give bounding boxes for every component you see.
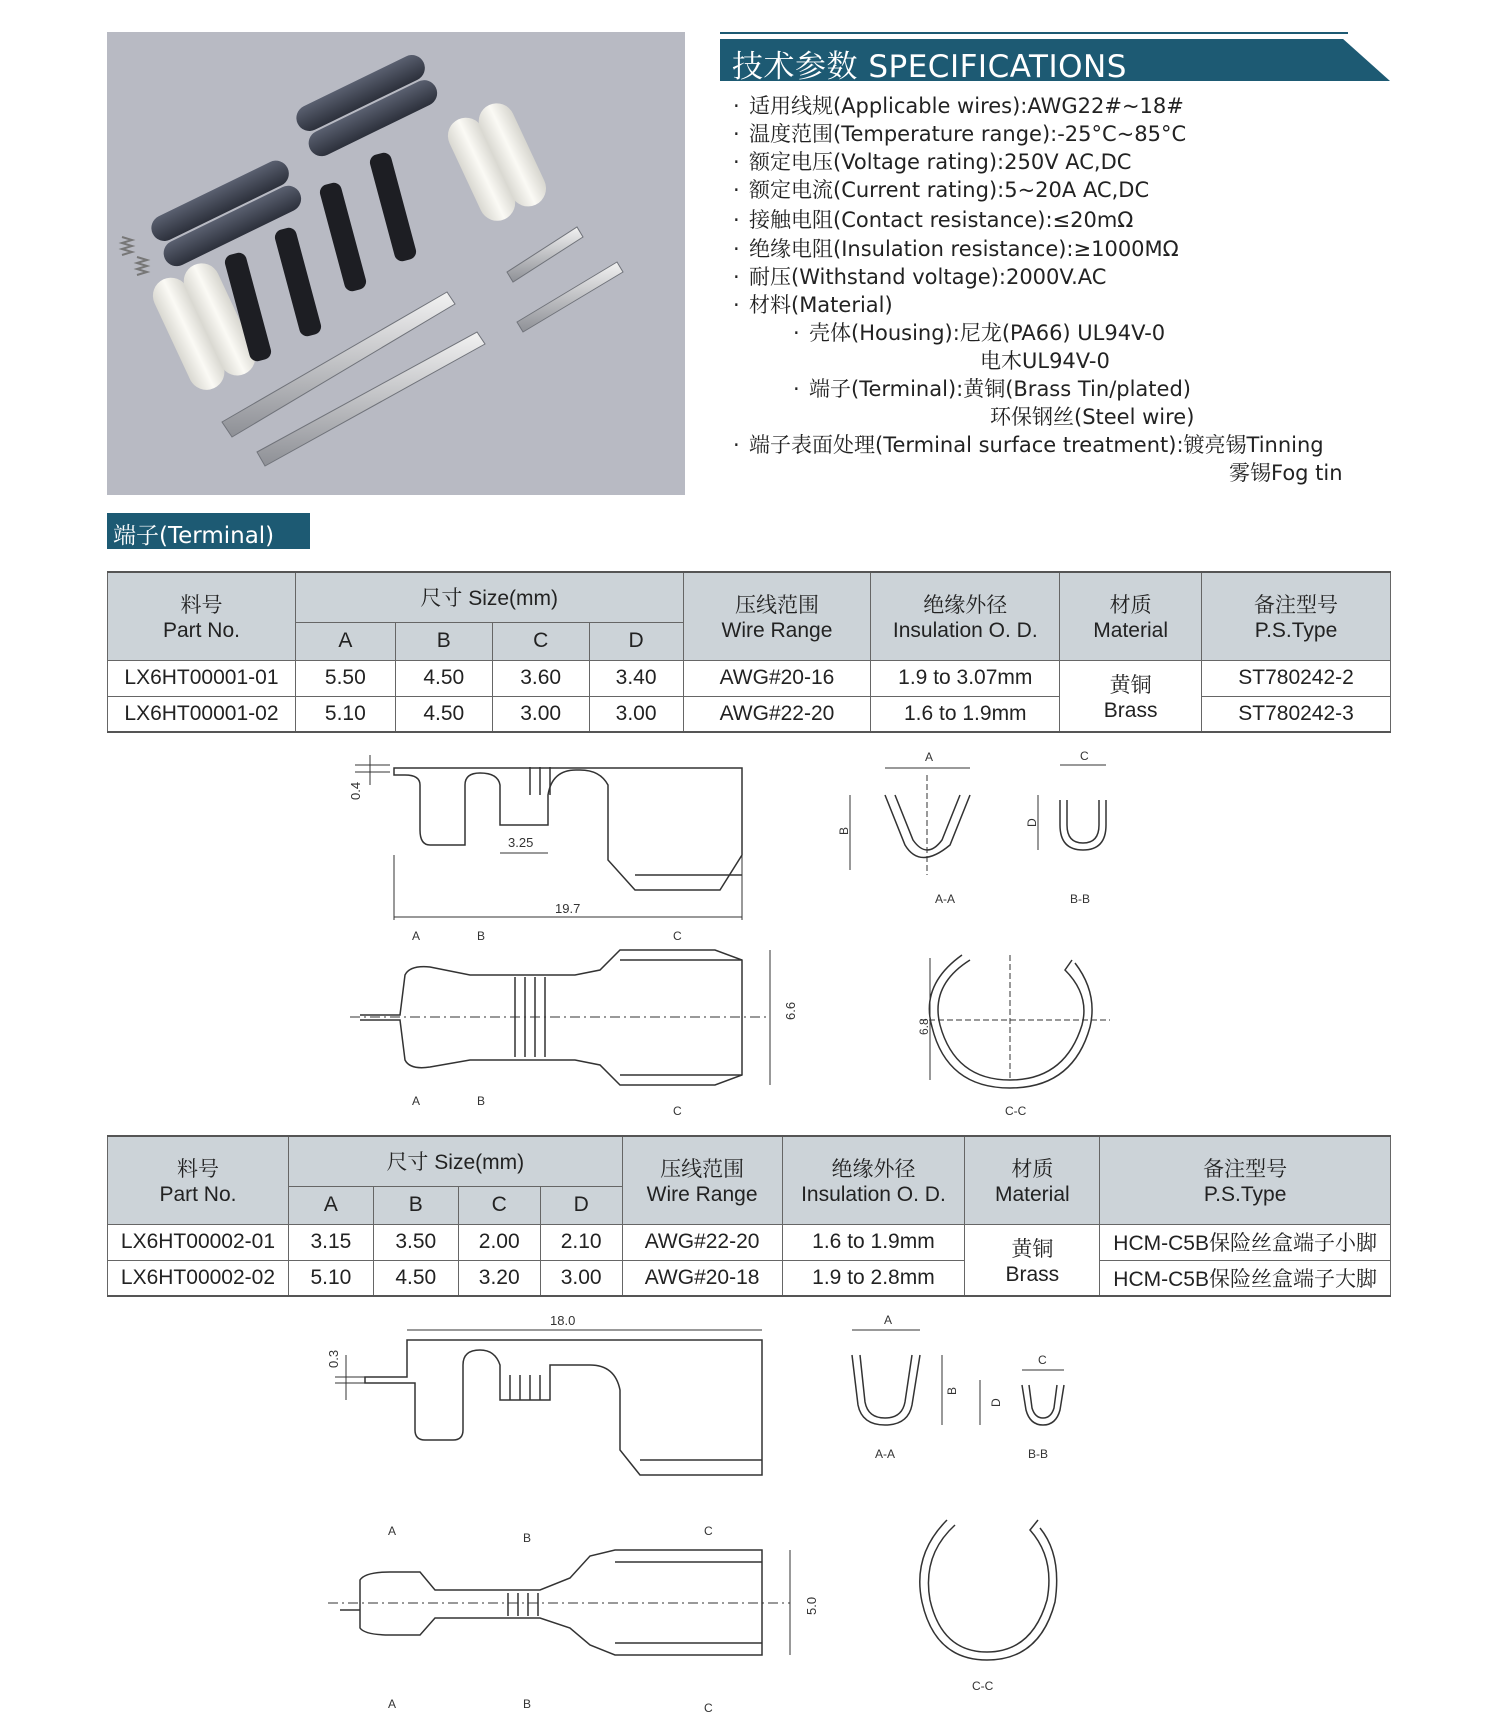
spec-item: · 接触电阻(Contact resistance):≤20mΩ bbox=[733, 208, 1134, 232]
ps-type-cell: HCM-C5B保险丝盒端子小脚 bbox=[1100, 1224, 1391, 1260]
insulation-od-cell: 1.9 to 3.07mm bbox=[871, 660, 1060, 696]
bb-caption: B-B bbox=[1070, 892, 1091, 906]
section-a-top: A bbox=[388, 1524, 397, 1538]
bb-dim-d: D bbox=[989, 1398, 1003, 1407]
size-c-cell: 3.00 bbox=[492, 696, 589, 732]
aa-dim-b: B bbox=[945, 1386, 959, 1395]
wire-range-cell: AWG#20-18 bbox=[622, 1260, 782, 1296]
ps-type-header: 备注型号 P.S.Type bbox=[1100, 1136, 1391, 1224]
cc-caption: C-C bbox=[1005, 1104, 1027, 1118]
part-no-cell: LX6HT00001-01 bbox=[108, 660, 296, 696]
wire-range-header: 压线范围 Wire Range bbox=[683, 572, 871, 660]
aa-dim-a: A bbox=[884, 1313, 893, 1327]
bb-dim-c: C bbox=[1038, 1353, 1047, 1367]
part-no-header: 料号 Part No. bbox=[108, 572, 296, 660]
material-header: 材质 Material bbox=[965, 1136, 1100, 1224]
spec-item: · 端子表面处理(Terminal surface treatment):镀亮锡Tinning bbox=[733, 433, 1324, 457]
side-view bbox=[355, 755, 742, 920]
spec-subitem: · 壳体(Housing):尼龙(PA66) UL94V-0 bbox=[793, 321, 1166, 345]
spec-subitem-continuation: 环保钢丝(Steel wire) bbox=[990, 405, 1195, 429]
section-aa-view bbox=[852, 1330, 942, 1425]
section-label: 端子(Terminal) bbox=[113, 523, 275, 549]
insulation-od-cell: 1.9 to 2.8mm bbox=[782, 1260, 965, 1296]
specifications-header bbox=[720, 32, 1390, 85]
col-b-header: B bbox=[395, 622, 492, 660]
size-b-cell: 4.50 bbox=[373, 1260, 458, 1296]
ps-type-cell: ST780242-3 bbox=[1202, 696, 1391, 732]
product-photo bbox=[107, 32, 685, 495]
length-label: 19.7 bbox=[555, 901, 581, 916]
size-b-cell: 4.50 bbox=[395, 660, 492, 696]
section-b-top: B bbox=[477, 929, 486, 943]
insulation-od-cell: 1.6 to 1.9mm bbox=[871, 696, 1060, 732]
wire-range-header: 压线范围 Wire Range bbox=[622, 1136, 782, 1224]
cc-height-label: 6.8 bbox=[917, 1018, 931, 1035]
size-d-cell: 2.10 bbox=[540, 1224, 622, 1260]
insulation-od-header: 绝缘外径 Insulation O. D. bbox=[871, 572, 1060, 660]
col-a-header: A bbox=[295, 622, 395, 660]
section-b-bottom: B bbox=[523, 1697, 532, 1711]
side-view bbox=[335, 1330, 762, 1475]
size-c-cell: 2.00 bbox=[458, 1224, 540, 1260]
section-cc-view bbox=[920, 955, 1110, 1088]
width-label: 5.0 bbox=[804, 1596, 819, 1615]
part-no-cell: LX6HT00002-02 bbox=[108, 1260, 289, 1296]
wire-range-cell: AWG#20-16 bbox=[683, 660, 871, 696]
bb-dim-c: C bbox=[1080, 749, 1089, 763]
bb-caption: B-B bbox=[1028, 1447, 1049, 1461]
section-b-top: B bbox=[523, 1531, 532, 1545]
section-c-bottom: C bbox=[704, 1701, 713, 1715]
size-b-cell: 4.50 bbox=[395, 696, 492, 732]
section-bb-view bbox=[980, 1370, 1064, 1425]
material-cell: 黄铜 Brass bbox=[965, 1224, 1100, 1296]
terminal-drawing-2 bbox=[310, 1310, 1210, 1720]
length-label: 18.0 bbox=[550, 1313, 576, 1328]
ps-type-cell: HCM-C5B保险丝盒端子大脚 bbox=[1100, 1260, 1391, 1296]
size-a-cell: 5.10 bbox=[295, 696, 395, 732]
spec-item: · 额定电压(Voltage rating):250V AC,DC bbox=[733, 150, 1132, 174]
size-a-cell: 3.15 bbox=[288, 1224, 373, 1260]
aa-caption: A-A bbox=[935, 892, 956, 906]
insulation-od-header: 绝缘外径 Insulation O. D. bbox=[782, 1136, 965, 1224]
spec-item: · 额定电流(Current rating):5~20A AC,DC bbox=[733, 178, 1150, 202]
section-cc-view bbox=[920, 1520, 1057, 1660]
cc-caption: C-C bbox=[972, 1679, 994, 1693]
size-d-cell: 3.00 bbox=[540, 1260, 622, 1296]
spec-item: · 适用线规(Applicable wires):AWG22#~18# bbox=[733, 94, 1184, 118]
material-cell: 黄铜 Brass bbox=[1060, 660, 1202, 732]
section-aa-view bbox=[850, 768, 970, 875]
aa-caption: A-A bbox=[875, 1447, 896, 1461]
size-c-cell: 3.20 bbox=[458, 1260, 540, 1296]
size-a-cell: 5.10 bbox=[288, 1260, 373, 1296]
thickness-label: 0.4 bbox=[348, 781, 363, 800]
section-c-top: C bbox=[704, 1524, 713, 1538]
spec-item: · 材料(Material) bbox=[733, 293, 893, 317]
section-a-bottom: A bbox=[412, 1094, 421, 1108]
part-no-header: 料号 Part No. bbox=[108, 1136, 289, 1224]
col-c-header: C bbox=[492, 622, 589, 660]
crimp-width-label: 3.25 bbox=[508, 835, 534, 850]
size-header: 尺寸 Size(mm) bbox=[288, 1136, 622, 1186]
wire-range-cell: AWG#22-20 bbox=[683, 696, 871, 732]
thickness-label: 0.3 bbox=[326, 1349, 341, 1368]
size-d-cell: 3.40 bbox=[589, 660, 683, 696]
bb-dim-d: D bbox=[1025, 818, 1039, 827]
table-row bbox=[108, 1260, 1391, 1296]
spec-subitem: · 端子(Terminal):黄铜(Brass Tin/plated) bbox=[793, 377, 1191, 401]
material-header: 材质 Material bbox=[1060, 572, 1202, 660]
size-b-cell: 3.50 bbox=[373, 1224, 458, 1260]
section-a-top: A bbox=[412, 929, 421, 943]
size-d-cell: 3.00 bbox=[589, 696, 683, 732]
col-a-header: A bbox=[288, 1186, 373, 1224]
spec-item-continuation: 雾锡Fog tin bbox=[1229, 461, 1343, 485]
terminal-drawing-1 bbox=[330, 745, 1230, 1125]
table-row bbox=[108, 660, 1391, 696]
size-a-cell: 5.50 bbox=[295, 660, 395, 696]
terminal-table-1 bbox=[107, 571, 1391, 733]
part-no-cell: LX6HT00001-02 bbox=[108, 696, 296, 732]
header-top-rule bbox=[720, 32, 1348, 34]
ps-type-header: 备注型号 P.S.Type bbox=[1202, 572, 1391, 660]
part-no-cell: LX6HT00002-01 bbox=[108, 1224, 289, 1260]
col-c-header: C bbox=[458, 1186, 540, 1224]
section-a-bottom: A bbox=[388, 1697, 397, 1711]
section-b-bottom: B bbox=[477, 1094, 486, 1108]
wire-range-cell: AWG#22-20 bbox=[622, 1224, 782, 1260]
size-header: 尺寸 Size(mm) bbox=[295, 572, 683, 622]
terminal-section-tag bbox=[107, 513, 310, 549]
section-c-top: C bbox=[673, 929, 682, 943]
col-b-header: B bbox=[373, 1186, 458, 1224]
aa-dim-b: B bbox=[837, 826, 851, 835]
spec-item: · 绝缘电阻(Insulation resistance):≥1000MΩ bbox=[733, 237, 1179, 261]
aa-dim-a: A bbox=[925, 750, 934, 764]
terminal-table-2 bbox=[107, 1135, 1391, 1297]
col-d-header: D bbox=[540, 1186, 622, 1224]
table-row bbox=[108, 1224, 1391, 1260]
section-c-bottom: C bbox=[673, 1104, 682, 1118]
col-d-header: D bbox=[589, 622, 683, 660]
size-c-cell: 3.60 bbox=[492, 660, 589, 696]
top-view bbox=[350, 950, 770, 1085]
spec-subitem-continuation: 电木UL94V-0 bbox=[980, 349, 1110, 373]
ps-type-cell: ST780242-2 bbox=[1202, 660, 1391, 696]
spec-item: · 耐压(Withstand voltage):2000V.AC bbox=[733, 265, 1107, 289]
insulation-od-cell: 1.6 to 1.9mm bbox=[782, 1224, 965, 1260]
specifications-title: 技术参数 SPECIFICATIONS bbox=[732, 49, 1127, 85]
top-view bbox=[328, 1550, 790, 1655]
spec-item: · 温度范围(Temperature range):-25°C~85°C bbox=[733, 122, 1187, 146]
section-bb-view bbox=[1038, 765, 1106, 850]
width-label: 6.6 bbox=[783, 1001, 798, 1020]
